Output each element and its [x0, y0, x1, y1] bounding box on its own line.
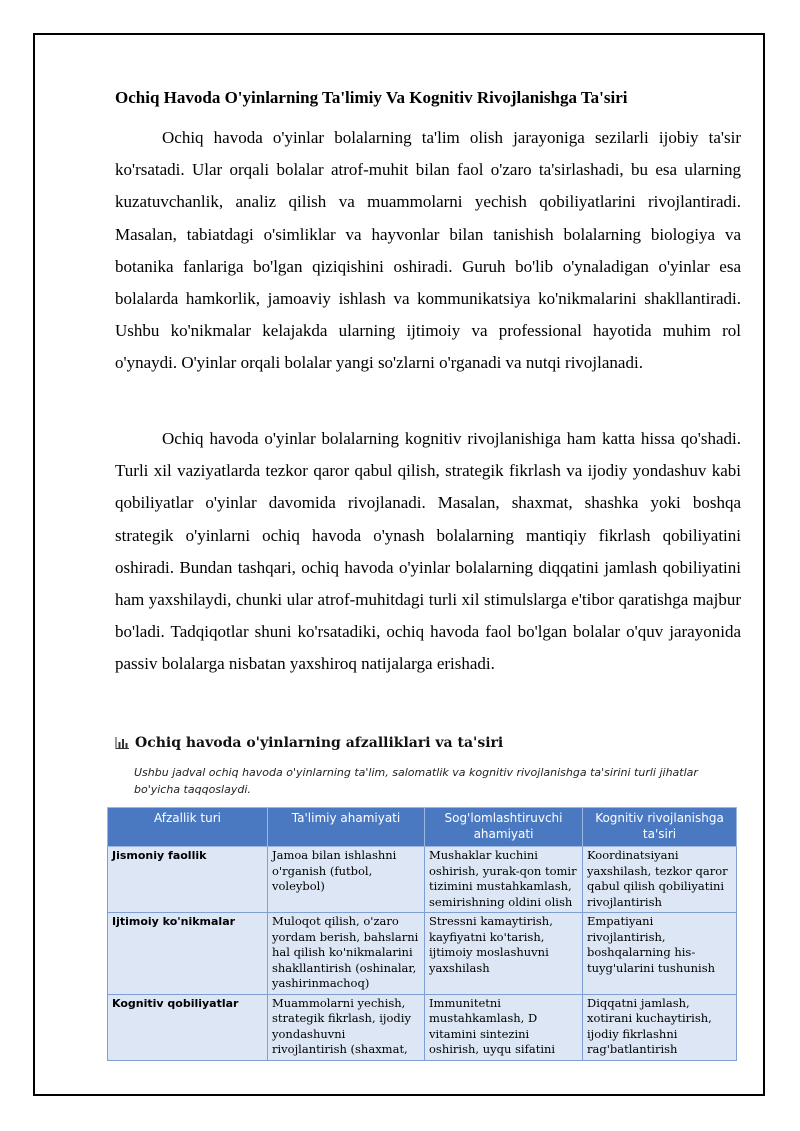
table-row	[108, 913, 737, 995]
table-cell: Muloqot qilish, o'zaro yordam berish, bahslarni hal qilish ko'nikmalarini shakllantirish (oshinalar, yashirinmachoq)	[268, 913, 425, 995]
table-cell: Empatiyani rivojlantirish, boshqalarning his-tuyg'ularini tushunish	[583, 913, 737, 995]
row-header: Jismoniy faollik	[108, 847, 268, 913]
benefits-table	[107, 807, 737, 1061]
table-caption: Ushbu jadval ochiq havoda o'yinlarning ta'lim, salomatlik va kognitiv rivojlanishga ta'sirini turli jihatlar bo'yicha taqqoslaydi.	[134, 766, 698, 796]
table-cell: Stressni kamaytirish, kayfiyatni ko'tarish, ijtimoiy moslashuvni yaxshilash	[425, 913, 583, 995]
column-header: Afzallik turi	[108, 808, 268, 847]
table-cell: Koordinatsiyani yaxshilash, tezkor qaror qabul qilish qobiliyatini rivojlantirish	[583, 847, 737, 913]
document-title: Ochiq Havoda O'yinlarning Ta'limiy Va Kognitiv Rivojlanishga Ta'siri	[115, 88, 628, 107]
column-header: Ta'limiy ahamiyati	[268, 808, 425, 847]
table-cell: Diqqatni jamlash, xotirani kuchaytirish, ijodiy fikrlashni rag'batlantirish	[583, 994, 737, 1060]
column-header: Sog'lomlashtiruvchi ahamiyati	[425, 808, 583, 847]
row-header: Kognitiv qobiliyatlar	[108, 994, 268, 1060]
table-cell: Muammolarni yechish, strategik fikrlash, ijodiy yondashuvni rivojlantirish (shaxmat,	[268, 994, 425, 1060]
table-cell: Mushaklar kuchini oshirish, yurak-qon tomir tizimini mustahkamlash, semirishning oldini olish	[425, 847, 583, 913]
table-row	[108, 847, 737, 913]
table-heading-text: Ochiq havoda o'yinlarning afzalliklari va ta'siri	[135, 735, 504, 751]
row-header: Ijtimoiy ko'nikmalar	[108, 913, 268, 995]
table-header-row	[108, 808, 737, 847]
table-row	[108, 994, 737, 1060]
paragraph-1: Ochiq havoda o'yinlar bolalarning ta'lim olish jarayoniga sezilarli ijobiy ta'sir ko'rsatadi. Ular orqali bolalar atrof-muhit bilan faol o'zaro ta'sirlashadi, bu esa ularning kuzatuvchanlik, analiz qilish va muammolarni yechish qobiliyatlarini rivojlantiradi. Masalan, tabiatdagi o'simliklar va hayvonlar bilan tanishish bolalarning biologiya va botanika fanlariga bo'lgan qiziqishini oshiradi. Guruh bo'lib o'ynaladigan o'yinlar esa bolalarda hamkorlik, jamoaviy ishlash va kommunikatsiya ko'nikmalarini shakllantiradi. Ushbu ko'nikmalar kelajakda ularning ijtimoiy va professional hayotida muhim rol o'ynaydi. O'yinlar orqali bolalar yangi so'zlarni o'rganadi va nutqi rivojlanadi.	[115, 128, 741, 373]
column-header: Kognitiv rivojlanishga ta'siri	[583, 808, 737, 847]
table-heading	[115, 735, 745, 751]
table-cell: Immunitetni mustahkamlash, D vitamini sintezini oshirish, uyqu sifatini	[425, 994, 583, 1060]
paragraph-2: Ochiq havoda o'yinlar bolalarning kognitiv rivojlanishiga ham katta hissa qo'shadi. Turli xil vaziyatlarda tezkor qaror qabul qilish, strategik fikrlash va ijodiy yondashuv kabi qobiliyatlar o'yinlar davomida rivojlanadi. Masalan, shaxmat, shashka yoki boshqa strategik o'yinlarni ochiq havoda o'ynash bolalarning mantiqiy fikrlash qobiliyatini oshiradi. Bundan tashqari, ochiq havoda o'yinlar bolalarning diqqatini jamlash qobiliyatini ham yaxshilaydi, chunki ular atrof-muhitdagi turli xil stimulslarga e'tibor qaratishga majbur bo'ladi. Tadqiqotlar shuni ko'rsatadiki, ochiq havoda faol bo'lgan bolalar o'quv jarayonida passiv bolalarga nisbatan yaxshiroq natijalarga erishadi.	[115, 429, 741, 674]
bar-chart-icon	[115, 737, 129, 749]
table-cell: Jamoa bilan ishlashni o'rganish (futbol, voleybol)	[268, 847, 425, 913]
